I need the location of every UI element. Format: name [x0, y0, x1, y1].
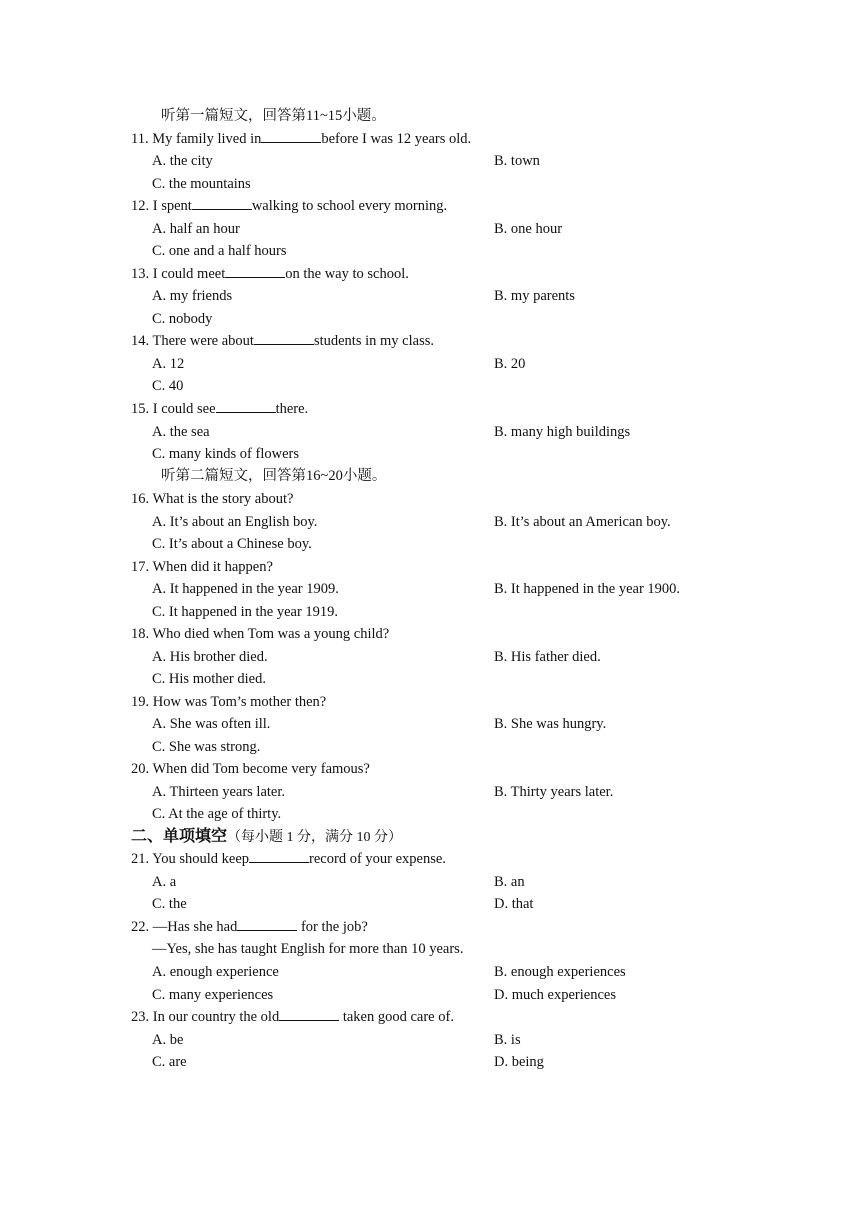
section-title: 二、单项填空 [131, 826, 228, 845]
option-a: A. It happened in the year 1909. [152, 581, 339, 597]
question-text: When did Tom become very famous? [152, 761, 370, 777]
option-c: C. She was strong. [152, 739, 261, 755]
option-b: B. one hour [494, 221, 563, 237]
question-number: 18. [131, 626, 153, 642]
option-d: D. much experiences [494, 987, 616, 1003]
question-number: 22. [131, 919, 153, 935]
question-text: In our country the old [152, 1009, 280, 1025]
option-b: B. His father died. [494, 649, 601, 665]
question-number: 21. [131, 851, 153, 867]
option-c: C. nobody [152, 311, 213, 327]
question-15 [131, 399, 308, 419]
option-c: C. It happened in the year 1919. [152, 604, 339, 620]
question-text: for the job? [297, 919, 368, 935]
question-text: record of your expense. [309, 851, 446, 867]
question-text: on the way to school. [285, 266, 409, 282]
question-text: I spent [152, 198, 192, 214]
answer-blank [249, 850, 309, 863]
option-c: C. many experiences [152, 987, 274, 1003]
option-d: D. being [494, 1054, 544, 1070]
question-text: I could see [152, 401, 216, 417]
option-b: B. many high buildings [494, 424, 631, 440]
question-text: taken good care of. [339, 1009, 454, 1025]
option-b: B. my parents [494, 288, 575, 304]
question-number: 13. [131, 266, 153, 282]
question-text: walking to school every morning. [251, 198, 448, 214]
answer-blank [216, 400, 276, 413]
question-16 [131, 489, 293, 509]
passage2-intro: 听第二篇短文，回答第16~20小题。 [161, 468, 387, 484]
question-number: 12. [131, 198, 153, 214]
question-number: 17. [131, 559, 153, 575]
question-text: Who died when Tom was a young child? [152, 626, 390, 642]
answer-blank [237, 918, 297, 931]
question-number: 19. [131, 694, 153, 710]
question-text: students in my class. [313, 333, 434, 349]
answer-blank [254, 332, 314, 345]
question-number: 23. [131, 1009, 153, 1025]
option-b: B. an [494, 874, 525, 890]
passage1-intro: 听第一篇短文，回答第11~15小题。 [161, 108, 386, 124]
option-a: A. the city [152, 153, 213, 169]
question-11 [131, 129, 471, 149]
option-a: A. It’s about an English boy. [152, 514, 318, 530]
option-a: A. a [152, 874, 177, 890]
question-number: 20. [131, 761, 153, 777]
option-a: A. His brother died. [152, 649, 268, 665]
question-text: My family lived in [152, 131, 262, 147]
option-b: B. is [494, 1032, 521, 1048]
question-22 [131, 917, 368, 937]
question-text: How was Tom’s mother then? [152, 694, 327, 710]
option-a: A. be [152, 1032, 184, 1048]
option-d: D. that [494, 896, 534, 912]
option-b: B. 20 [494, 356, 526, 372]
answer-blank [279, 1008, 339, 1021]
question-text: There were about [152, 333, 254, 349]
section-note: （每小题 1 分，满分 10 分） [227, 830, 403, 845]
option-a: A. Thirteen years later. [152, 784, 285, 800]
option-b: B. Thirty years later. [494, 784, 614, 800]
option-a: A. the sea [152, 424, 210, 440]
question-text: before I was 12 years old. [321, 131, 472, 147]
option-c: C. many kinds of flowers [152, 446, 299, 462]
answer-blank [192, 197, 252, 210]
option-c: C. It’s about a Chinese boy. [152, 536, 312, 552]
option-b: B. It’s about an American boy. [494, 514, 671, 530]
option-b: B. It happened in the year 1900. [494, 581, 681, 597]
question-12 [131, 196, 447, 216]
question-19 [131, 692, 326, 712]
question-text: —Has she had [152, 919, 238, 935]
question-number: 11. [131, 131, 153, 147]
question-text: What is the story about? [152, 491, 294, 507]
option-c: C. 40 [152, 378, 184, 394]
option-c: C. one and a half hours [152, 243, 287, 259]
question-18 [131, 624, 389, 644]
question-text: When did it happen? [152, 559, 273, 575]
option-c: C. the [152, 896, 187, 912]
question-21 [131, 849, 446, 869]
question-number: 16. [131, 491, 153, 507]
option-c: C. are [152, 1054, 187, 1070]
option-a: A. half an hour [152, 221, 240, 237]
question-text: there. [275, 401, 309, 417]
option-a: A. 12 [152, 356, 185, 372]
question-text: I could meet [152, 266, 226, 282]
question-17 [131, 557, 273, 577]
question-14 [131, 331, 434, 351]
answer-blank [261, 130, 321, 143]
option-a: A. She was often ill. [152, 716, 271, 732]
question-number: 14. [131, 333, 153, 349]
question-20 [131, 759, 370, 779]
option-b: B. town [494, 153, 540, 169]
question-13 [131, 264, 409, 284]
question-number: 15. [131, 401, 153, 417]
option-b: B. enough experiences [494, 964, 626, 980]
option-c: C. His mother died. [152, 671, 266, 687]
option-b: B. She was hungry. [494, 716, 607, 732]
question-23 [131, 1007, 454, 1027]
option-c: C. the mountains [152, 176, 251, 192]
option-a: A. enough experience [152, 964, 279, 980]
section-heading [131, 826, 402, 848]
answer-blank [225, 265, 285, 278]
question-text: You should keep [152, 851, 250, 867]
question-22-response: —Yes, she has taught English for more than 10 years. [152, 941, 464, 957]
option-c: C. At the age of thirty. [152, 806, 282, 822]
option-a: A. my friends [152, 288, 233, 304]
